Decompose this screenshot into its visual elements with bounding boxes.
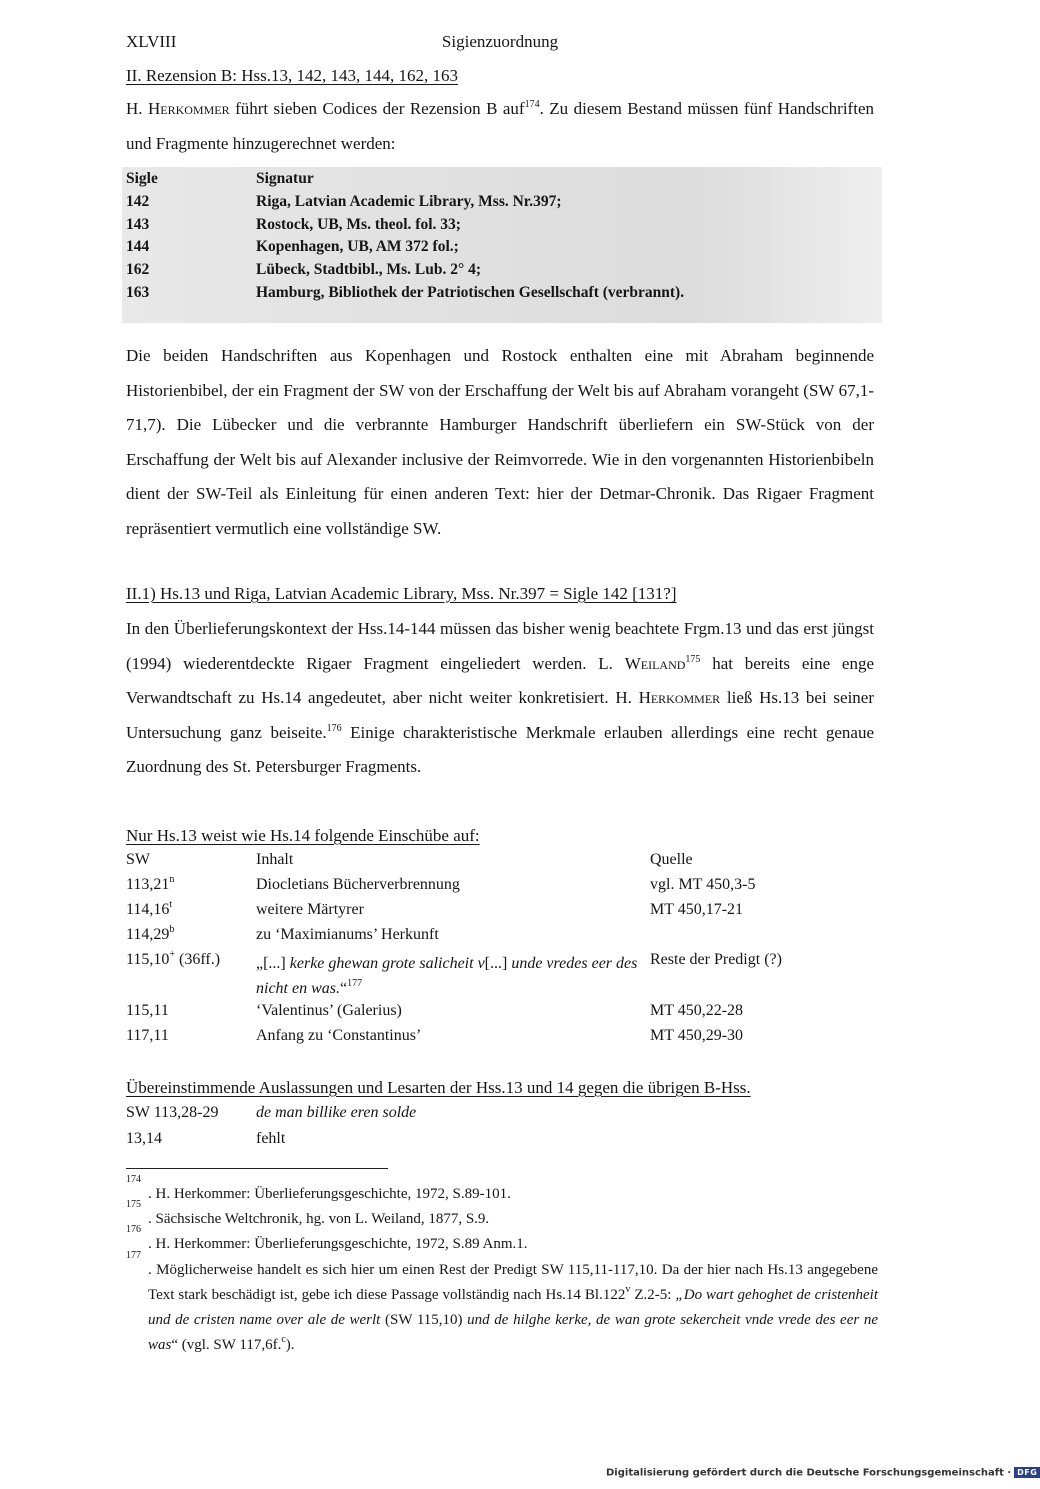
fn177-text-5: ). xyxy=(285,1337,295,1353)
col-quelle: Quelle xyxy=(650,851,693,868)
author-name: Weiland xyxy=(624,653,686,673)
sw-ref: 117,11 xyxy=(126,1027,169,1044)
quote-open: „[...] xyxy=(256,955,290,972)
running-head xyxy=(126,32,874,56)
sigle-cell: 162 xyxy=(126,261,150,279)
sigle-cell: 144 xyxy=(126,238,150,256)
sigle-cell: 142 xyxy=(126,192,150,210)
col-signatur: Signatur xyxy=(256,170,314,187)
footnote-ref-177[interactable]: 177 xyxy=(347,978,363,989)
sw-cell xyxy=(126,951,220,969)
quelle-cell: MT 450,29-30 xyxy=(650,1027,744,1044)
omission-ref: SW 113,28-29 xyxy=(126,1104,219,1121)
quelle-cell: MT 450,17-21 xyxy=(650,901,744,918)
quelle-cell: vgl. MT 450,3-5 xyxy=(650,876,756,893)
sw-ref-sup: b xyxy=(169,924,175,935)
footnote-text: . H. Herkommer: Überlieferungsgeschichte, 1972, S.89 Anm.1. xyxy=(148,1236,528,1252)
section-heading-hs13-riga: II.1) Hs.13 und Riga, Latvian Academic Library, Mss. Nr.397 = Sigle 142 [131?] xyxy=(126,584,677,603)
body-paragraph-1: Die beiden Handschriften aus Kopenhagen und Rostock enthalten eine mit Abraham beginnende Historienbibel, der ein Fragment der SW von der Erschaffung der Welt bis auf Abraham vorangeht (SW 67,1-71,7). Die Lübecker und die verbrannte Hamburger Handschrift überliefern ein SW-Stück von der Erschaffung der Welt bis auf Alexander inclusive der Reimvorrede. Wie in den vorgenannten Historienbibeln dient der SW-Teil als Einleitung für einen anderen Text: hier der Detmar-Chronik. Das Rigaer Fragment repräsentiert vermutlich eine vollständige SW. xyxy=(126,346,874,538)
signatur-cell: Riga, Latvian Academic Library, Mss. Nr.397; xyxy=(256,192,562,210)
footnote-175: 175 . Sächsische Weltchronik, hg. von L. Weiland, 1877, S.9. xyxy=(126,1207,878,1232)
insertions-heading: Nur Hs.13 weist wie Hs.14 folgende Einschübe auf: xyxy=(126,826,480,845)
sw-ref: 114,29 xyxy=(126,926,170,943)
footnote-176: 176 . H. Herkommer: Überlieferungsgeschichte, 1972, S.89 Anm.1. xyxy=(126,1232,878,1257)
intro-text-a: H. xyxy=(126,99,148,118)
sw-ref: 115,10 xyxy=(126,951,170,968)
body-paragraph-2 xyxy=(126,612,874,785)
quote-mid: [...] xyxy=(484,955,512,972)
footnote-ref-174[interactable]: 174 xyxy=(524,99,540,110)
quelle-cell: MT 450,22-28 xyxy=(650,1002,744,1019)
intro-text-b: führt sieben Codices der Rezension B auf xyxy=(229,99,525,118)
author-name: Herkommer xyxy=(638,688,721,707)
col-sigle: Sigle xyxy=(126,170,158,187)
inhalt-cell-quote xyxy=(256,951,640,1001)
omission-text: de man billike eren solde xyxy=(256,1104,417,1121)
fn177-text-1: . Möglicherweise handelt es sich hier um einen Rest der Predigt SW 115,11-117,10. Da der hier nach Hs.13 angegebene Text stark beschädigt ist, gebe ich diese Passage vollständig nach Hs.14 Bl.122 xyxy=(148,1262,878,1303)
inhalt-cell: ‘Valentinus’ (Galerius) xyxy=(256,1002,402,1019)
fn177-sup-c: c xyxy=(281,1334,286,1345)
para2-text-a: In den Überlieferungskontext der Hss.14-144 müssen das bisher wenig beachtete Frgm.13 und das erst jüngst (1994) wiederentdeckte Rigaer Fragment eingeliedert werden. L. xyxy=(126,619,874,673)
footnote-separator xyxy=(126,1168,388,1169)
intro-text-c: . Zu diesem Bestand müssen fünf Handschriften und Fragmente hinzugerechnet werden: xyxy=(126,99,874,153)
footnote-177: 177 . Möglicherweise handelt es sich hier um einen Rest der Predigt SW 115,11-117,10. Da der hier nach Hs.13 angegebene Text stark beschädigt ist, gebe ich diese Passage vollständig nach Hs.14 Bl.122$^v$ Z.2-5: „Do wart gehoghet de cristenheit und de cristen name over ale de werlt (SW 115,10) und de hilghe kerke, de wan grote sekercheit vnde vrede des eer ne was“ (vgl. SW 117,6f.$^c$). xyxy=(126,1258,878,1358)
sw-ref: 115,11 xyxy=(126,1002,169,1019)
sw-ref-extra: (36ff.) xyxy=(175,951,221,968)
signatur-cell: Rostock, UB, Ms. theol. fol. 33; xyxy=(256,215,461,233)
signatur-cell: Kopenhagen, UB, AM 372 fol.; xyxy=(256,238,459,256)
author-name: Herkommer xyxy=(147,99,230,118)
omission-ref: 13,14 xyxy=(126,1130,162,1147)
sigle-cell: 163 xyxy=(126,283,150,301)
section-heading-rezension-b: II. Rezension B: Hss.13, 142, 143, 144, 162, 163 xyxy=(126,66,458,85)
sw-cell xyxy=(126,926,174,944)
fn177-quote-1: „Do wart gehoghet de cristenheit und de cristen name over ale de werlt xyxy=(148,1287,878,1328)
footnote-174: 174 . H. Herkommer: Überlieferungsgeschichte, 1972, S.89-101. xyxy=(126,1182,878,1207)
running-title: Sigienzuordnung xyxy=(441,32,559,51)
page-number: XLVIII xyxy=(126,32,177,51)
footnote-text: . H. Herkommer: Überlieferungsgeschichte, 1972, S.89-101. xyxy=(148,1186,511,1202)
para2-text-d: Einige charakteristische Merkmale erlauben allerdings eine recht genaue Zuordnung des St. Petersburger Fragments. xyxy=(126,722,874,776)
footnote-ref-176[interactable]: 176 xyxy=(326,722,342,734)
signatur-cell: Lübeck, Stadtbibl., Ms. Lub. 2° 4; xyxy=(256,261,481,279)
quote-close: “ xyxy=(340,980,348,997)
fn177-text-3: (SW 115,10) xyxy=(380,1312,468,1328)
fn177-sup-v: v xyxy=(625,1284,631,1295)
fn177-text-2: Z.2-5: xyxy=(630,1287,676,1303)
sw-ref-sup: t xyxy=(169,899,173,910)
inhalt-cell: Anfang zu ‘Constantinus’ xyxy=(256,1027,422,1044)
sw-ref: 113,21 xyxy=(126,876,170,893)
para2-text-c: ließ Hs.13 bei seiner Untersuchung ganz beiseite. xyxy=(126,688,874,742)
footnote-text xyxy=(126,1258,878,1358)
sw-cell xyxy=(126,1002,169,1020)
quote-italic-2: unde vredes eer des nicht en was. xyxy=(256,955,638,997)
quelle-cell: Reste der Predigt (?) xyxy=(650,951,782,968)
fn177-text-4: “ (vgl. SW 117,6f. xyxy=(171,1337,282,1353)
credit-text: Digitalisierung gefördert durch die Deutsche Forschungsgemeinschaft · xyxy=(606,1467,1012,1479)
inhalt-cell: Diocletians Bücherverbrennung xyxy=(256,876,460,893)
footnote-text: . Sächsische Weltchronik, hg. von L. Weiland, 1877, S.9. xyxy=(148,1211,490,1227)
quote-italic-1: kerke ghewan grote salicheit v xyxy=(289,955,485,972)
omissions-heading: Übereinstimmende Auslassungen und Lesarten der Hss.13 und 14 gegen die übrigen B-Hss. xyxy=(126,1078,751,1097)
digitization-credit xyxy=(606,1467,1040,1479)
fn177-quote-2: und de hilghe kerke, de wan grote sekercheit vnde vrede des eer ne was xyxy=(148,1312,878,1353)
sw-ref-sup: n xyxy=(169,874,175,885)
para2-text-b: hat bereits eine enge Verwandtschaft zu Hs.14 angedeutet, aber nicht weiter konkretisiert. H. xyxy=(126,653,874,707)
dfg-logo: DFG xyxy=(1014,1467,1040,1478)
col-sw: SW xyxy=(126,851,150,868)
inhalt-cell: weitere Märtyrer xyxy=(256,901,364,918)
sigle-cell: 143 xyxy=(126,215,150,233)
footnote-ref-175[interactable]: 175 xyxy=(685,653,701,665)
omission-text: fehlt xyxy=(256,1130,286,1147)
sw-ref-sup: + xyxy=(169,949,176,960)
sw-cell xyxy=(126,1027,169,1045)
signatur-cell: Hamburg, Bibliothek der Patriotischen Gesellschaft (verbrannt). xyxy=(256,283,685,301)
sw-cell xyxy=(126,901,172,919)
intro-paragraph xyxy=(126,92,874,161)
sw-ref: 114,16 xyxy=(126,901,170,918)
col-inhalt: Inhalt xyxy=(256,851,294,868)
sw-cell xyxy=(126,876,174,894)
inhalt-cell: zu ‘Maximianums’ Herkunft xyxy=(256,926,439,943)
